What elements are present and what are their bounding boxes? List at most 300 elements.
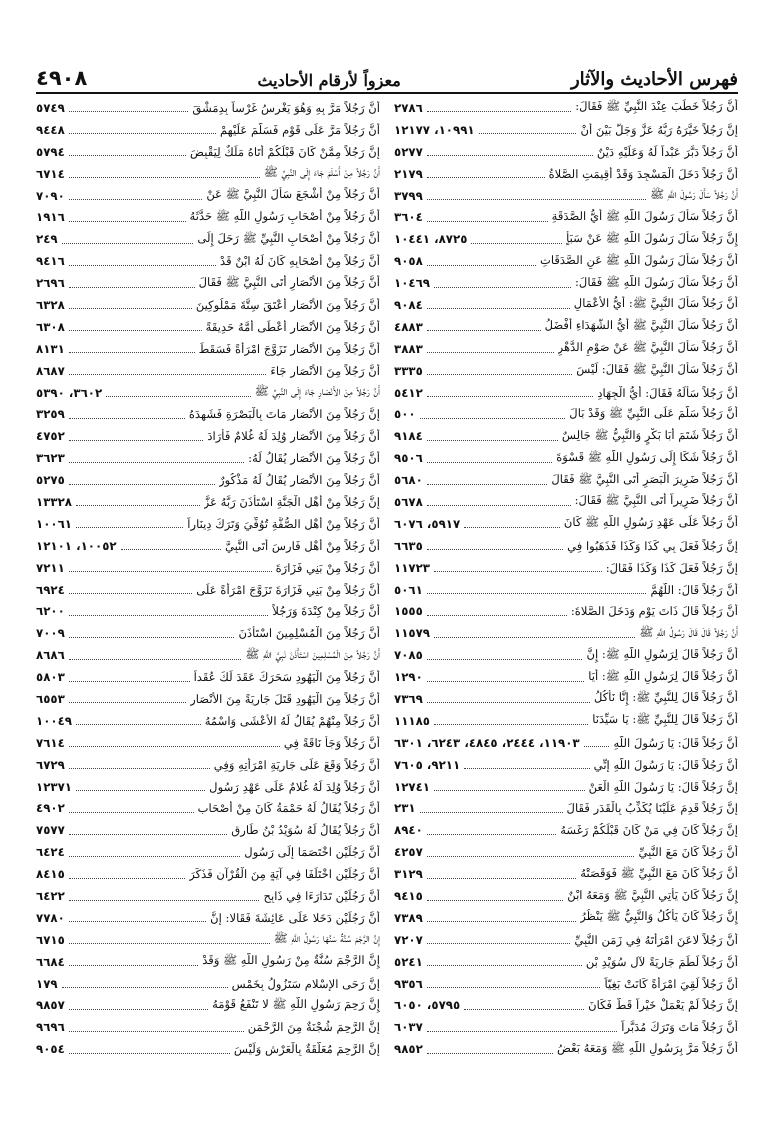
hadith-incipit: أَنَّ رَجُلاً مِنَ الأَنْصَارِ تَزَوَّجَ امْرَأَةً فَسَقَطَ	[198, 341, 380, 356]
index-entry	[394, 644, 738, 666]
hadith-number: ٧٢١١	[36, 560, 65, 575]
index-entry	[36, 732, 380, 754]
index-entry	[394, 951, 738, 973]
hadith-number: ١٢٧٤١	[394, 779, 431, 794]
dotted-leader	[69, 746, 280, 747]
dotted-leader	[69, 330, 202, 331]
index-entry	[36, 185, 380, 207]
hadith-number: ٥٢٧٧	[394, 144, 423, 159]
hadith-incipit: أَنَّ رَجُلاً مِنْهُمْ يُقَالُ لَهُ الأَعْشَى وَاسْمُهُ	[204, 713, 380, 728]
index-entry	[394, 973, 738, 995]
hadith-incipit: أَنَّ رَجُلاً دَبَّرَ عَبْداً لَهُ وَعَلَيْهِ دَيْنٌ	[596, 144, 738, 159]
index-entry	[36, 535, 380, 557]
index-entry	[394, 250, 738, 272]
hadith-incipit: أَنَّ رَجُلاً مِنْ أَشْجَعَ سَأَلَ النَّبِيَّ ﷺ عَنْ	[206, 187, 380, 201]
index-entry	[36, 272, 380, 294]
index-entry	[36, 206, 380, 228]
index-entry	[394, 535, 738, 557]
hadith-number: ٥٧٤٩	[36, 100, 65, 115]
dotted-leader	[427, 505, 571, 506]
left-column	[36, 97, 380, 1060]
index-entry	[36, 250, 380, 272]
index-entry	[394, 776, 738, 798]
hadith-number: ٦٠٣٧	[394, 1020, 423, 1035]
index-entry	[394, 469, 738, 491]
hadith-number: ٥٠٦١	[394, 582, 423, 597]
index-entry	[394, 885, 738, 907]
dotted-leader	[427, 856, 635, 857]
dotted-leader	[427, 681, 584, 682]
dotted-leader	[434, 790, 585, 791]
dotted-leader	[69, 374, 267, 375]
hadith-incipit: أَنَّ رَجُلاً سَأَلَ النَّبِيَّ ﷺ أَيُّ الشُّهَدَاءِ أَفْضَلُ	[544, 318, 738, 333]
dotted-leader	[76, 505, 200, 506]
index-entry	[394, 294, 738, 316]
index-entry	[36, 666, 380, 688]
dotted-leader	[76, 724, 201, 725]
hadith-number: ٩٠٥٨	[394, 254, 423, 269]
dotted-leader	[69, 659, 242, 660]
hadith-incipit: أَنَّ رَجُلاً سَأَلَهُ فَقَالَ: أَيُّ الْجِهَادِ	[597, 385, 738, 400]
index-entry	[36, 644, 380, 666]
dotted-leader	[427, 330, 541, 331]
hadith-incipit: أَنَّ رَجُلاً لاعَنَ امْرَأَتَهُ فِي زَمَنِ النَّبِيِّ	[574, 932, 738, 947]
hadith-incipit: أَنَّ رَجُلاً قَالَ قَالَ رَسُولُ اللَّهِ ﷺ	[639, 624, 738, 639]
index-entry	[36, 819, 380, 841]
dotted-leader	[69, 812, 194, 813]
dotted-leader	[69, 308, 192, 309]
hadith-incipit: أَنَّ رَجُلاً مِنْ أَصْحَابِهِ كَانَ لَهُ ابْنٌ قَدْ	[220, 254, 380, 269]
hadith-number: ٦٢٠٠	[36, 604, 65, 619]
hadith-number: ٧٣٨٩	[394, 910, 423, 925]
index-entry	[394, 403, 738, 425]
dotted-leader	[69, 440, 204, 441]
index-entry	[36, 951, 380, 973]
dotted-leader	[427, 987, 601, 988]
hadith-number: ٧٧٨٠	[36, 910, 65, 925]
hadith-number: ٥٩١٧، ٦٠٧٦	[394, 516, 461, 531]
index-entry	[36, 403, 380, 425]
dotted-leader	[427, 615, 567, 616]
hadith-incipit: أَنَّ رَجُلاً وُلِدَ لَهُ غُلامٌ عَلَى عَهْدِ رَسُولِ	[209, 779, 380, 794]
hadith-number: ٥٧٩٤	[36, 144, 65, 159]
index-entry	[36, 338, 380, 360]
hadith-incipit: أَنَّ رَجُلاً مِنْ أَصْحَابِ النَّبِيِّ ﷺ رَحَلَ إِلَى	[197, 230, 380, 245]
hadith-incipit: إِنَّ الرَّحِمَ شُجْنَةٌ مِنَ الرَّحْمَنِ	[247, 1020, 380, 1035]
dotted-leader	[69, 287, 195, 288]
hadith-number: ٥٢٤١	[394, 954, 423, 969]
section-title: معزواً لأرقام الأحاديث	[257, 71, 401, 90]
hadith-number: ٢٤٩	[36, 232, 58, 247]
hadith-number: ١٢٣٧١	[36, 779, 73, 794]
dotted-leader	[464, 1009, 584, 1010]
hadith-incipit: إِنَّ رَجُلاً فَعَلَ كَذَا وَكَذَا فَقَالَ:	[605, 560, 738, 575]
index-entry	[36, 754, 380, 776]
hadith-number: ٦٧٢٩	[36, 757, 65, 772]
hadith-number: ١٢٩٠	[394, 670, 423, 685]
hadith-incipit: أَنَّ رَجُلاً مِنَ الْمُسْلِمِينَ اسْتَأْذَنَ	[238, 626, 380, 641]
dotted-leader	[427, 199, 646, 200]
index-entry	[394, 622, 738, 644]
hadith-incipit: أَنَّ رَجُلاً كَانَ مَعَ النَّبِيِّ ﷺ فَوَقَصَتْهُ	[580, 865, 738, 880]
hadith-incipit: أَنَّ رَجُلاً مِنَ الأَنْصَارِ أَعْتَقَ سِتَّةَ مَمْلُوكِينَ	[195, 297, 380, 312]
index-entry	[394, 688, 738, 710]
index-entry	[394, 557, 738, 579]
hadith-number: ٥٦٨٠	[394, 473, 423, 488]
hadith-incipit: أَنَّ رَجُلاً مِنَ الْمُسْلِمِينَ اسْتَأْذَنَ نَبِيَّ اللَّهِ ﷺ	[245, 646, 380, 661]
hadith-number: ٩٤١٥	[394, 889, 423, 903]
dotted-leader	[69, 965, 198, 966]
hadith-incipit: أَنَّ رَجُلاً قَالَ: يَا رَسُولَ اللَّهِ إِنِّي	[593, 757, 738, 772]
index-entry	[36, 863, 380, 885]
hadith-number: ٨٩٤٠	[394, 823, 423, 838]
index-entry	[394, 163, 738, 185]
hadith-number: ٦٣٢٨	[36, 297, 65, 312]
dotted-leader	[69, 484, 215, 485]
index-entry	[36, 141, 380, 163]
dotted-leader	[69, 856, 240, 857]
hadith-incipit: أَنَّ رَجُلاً مَرَّ بِرَسُولِ اللَّهِ ﷺ وَمَعَهُ بَعْضُ	[556, 1040, 738, 1055]
index-entry	[36, 798, 380, 820]
hadith-incipit: إِنَّ رَجُلاً خَيَّرَهُ رَبُّهُ عَزَّ وَجَلَّ بَيْنَ أَنْ	[580, 122, 738, 137]
dotted-leader	[464, 768, 589, 769]
index-entry	[36, 557, 380, 579]
dotted-leader	[427, 965, 582, 966]
hadith-number: ٩١٨٤	[394, 429, 423, 444]
dotted-leader	[69, 1009, 208, 1010]
index-entry	[394, 141, 738, 163]
hadith-incipit: أَنَّ رَجُلاً سَأَلَ رَسُولَ اللَّهِ ﷺ	[650, 187, 738, 201]
index-entry	[394, 206, 738, 228]
hadith-incipit: أَنَّ رَجُلاً مِنَ الأَنْصَارِ جَاءَ	[270, 363, 380, 378]
hadith-incipit: أَنَّ رَجُلاً مِنْ أَسْلَمَ جَاءَ إِلَى النَّبِيِّ ﷺ	[263, 165, 380, 180]
hadith-number: ٦٤٢٤	[36, 845, 65, 860]
hadith-incipit: أَنَّ رَجُلاً لَطَمَ جَارِيَةً لآلِ سُوَيْدِ بْنِ	[585, 954, 738, 969]
index-entry	[394, 425, 738, 447]
index-entry	[36, 469, 380, 491]
index-entry	[36, 447, 380, 469]
hadith-incipit: إِنَّ رَجُلاً مِمَّنْ كَانَ قَبْلَكُمْ أَتَاهُ مَلَكٌ لِيَقْبِضَ	[190, 144, 380, 159]
dotted-leader	[69, 265, 216, 266]
hadith-incipit: أَنَّ رَجُلاً مِنْ بَنِي فَزَارَةَ تَزَوَّجَ امْرَأَةً عَلَى	[196, 582, 380, 597]
index-entry	[394, 710, 738, 732]
index-entry	[36, 491, 380, 513]
hadith-incipit: أَنَّ رَجُلَيْنِ تَدَارَءَا فِي ذَابِحٍ	[263, 889, 380, 903]
hadith-number: ٣٦٢٣	[36, 451, 65, 466]
hadith-incipit: أَنَّ رَجُلاً دَخَلَ الْمَسْجِدَ وَقَدْ أُقِيمَتِ الصَّلاةُ	[548, 166, 738, 181]
index-entry	[36, 425, 380, 447]
hadith-number: ١٣٣٢٨	[36, 494, 73, 509]
dotted-leader	[69, 221, 186, 222]
hadith-number: ٩٥٠٦	[394, 451, 423, 466]
hadith-incipit: أَنَّ رَجُلاً مِنَ الأَنْصَارِ أَعْطَى أُمَّهُ حَدِيقَةً	[205, 319, 380, 334]
dotted-leader	[434, 724, 588, 725]
hadith-number: ٦٦٣٥	[394, 538, 423, 553]
dotted-leader	[434, 637, 635, 638]
hadith-incipit: أَنَّ رَجُلاً سَأَلَ النَّبِيَّ ﷺ فَقَالَ: لَيْسَ	[576, 362, 738, 377]
dotted-leader	[106, 396, 251, 397]
index-entry	[394, 579, 738, 601]
index-entry	[36, 688, 380, 710]
index-entry	[394, 513, 738, 535]
hadith-incipit: أَنَّ رَجُلاً يُقَالُ لَهُ حَمْمَةُ كَانَ مِنْ أَصْحَابِ	[197, 801, 380, 816]
index-entry	[36, 600, 380, 622]
hadith-incipit: إِنَّ رَحَى الإِسْلامِ سَتَزُولُ بِخَمْسٍ	[231, 976, 380, 991]
hadith-number: ٣٣٣٥	[394, 363, 423, 378]
hadith-incipit: إِنَّ رَجُلاً قَدِمَ عَلَيْنَا يُكَذِّبُ بِالْقَدَرِ فَقَالَ	[566, 801, 738, 816]
index-entry	[394, 929, 738, 951]
hadith-number: ١٧٩	[36, 976, 58, 991]
hadith-number: ٨٤١٥	[36, 867, 65, 882]
index-entry	[394, 447, 738, 469]
hadith-incipit: أَنَّ رَجُلاً مِنَ الْيَهُودِ سَحَرَكَ عَقَدَ لَكَ عُقَداً	[193, 670, 380, 685]
hadith-incipit: أَنَّ رَجُلاً عَلَى عَهْدِ رَسُولِ اللَّهِ ﷺ كَانَ	[563, 515, 738, 530]
hadith-incipit: إِنَّ الرَّجْمَ سُنَّةٌ مِنْ رَسُولِ اللَّهِ ﷺ وَقَدْ	[202, 953, 380, 968]
dotted-leader	[427, 659, 583, 660]
dotted-leader	[427, 702, 590, 703]
hadith-number: ٦٦٨٤	[36, 954, 65, 969]
index-entry	[36, 119, 380, 141]
dotted-leader	[69, 637, 235, 638]
hadith-number: ٦٤٢٢	[36, 889, 65, 903]
hadith-number: ٣٦٠٤	[394, 210, 423, 225]
dotted-leader	[427, 549, 563, 550]
index-entry	[394, 1016, 738, 1038]
hadith-incipit: إِنَّ رَجُلاً سَأَلَ رَسُولَ اللَّهِ ﷺ عَنْ سَبَأٍ	[566, 230, 738, 245]
dotted-leader	[69, 681, 190, 682]
hadith-number: ٨١٣١	[36, 341, 65, 356]
hadith-number: ٩٢١١، ٧٦٠٥	[394, 757, 461, 772]
dotted-leader	[69, 943, 270, 944]
hadith-number: ٧٢٠٧	[394, 932, 423, 947]
hadith-incipit: أَنَّ رَجُلاً سَأَلَ رَسُولَ اللَّهِ ﷺ فَقَالَ:	[574, 274, 738, 289]
dotted-leader	[434, 287, 571, 288]
hadith-incipit: أَنَّ رَجُلاً قَالَ لِرَسُولِ اللَّهِ ﷺ: أَيَا	[588, 668, 738, 683]
hadith-incipit: أَنَّ رَجُلاً لَقِيَ امْرَأَةً كَانَتْ بَغِيّاً	[604, 976, 738, 991]
hadith-number: ٦٣٠٨	[36, 319, 65, 334]
dotted-leader	[121, 549, 221, 550]
index-entry	[36, 929, 380, 951]
dotted-leader	[69, 921, 206, 922]
dotted-leader	[427, 921, 576, 922]
dotted-leader	[69, 133, 216, 134]
hadith-number: ١٥٥٥	[394, 604, 423, 619]
hadith-incipit: إِنَّ رَجُلاً كَانَ يَأْكُلُ وَالنَّبِيُّ ﷺ يَنْظُرُ	[580, 909, 738, 924]
index-entry	[394, 1038, 738, 1060]
index-entry	[394, 228, 738, 250]
index-entry	[394, 666, 738, 688]
hadith-number: ١٠٠٤٩	[36, 713, 73, 728]
hadith-incipit: أَنَّ رَجُلَيْنِ اخْتَلَفَا فِي آيَةٍ مِنَ الْقُرْآنِ فَذَكَرَ	[189, 867, 380, 882]
hadith-number: ٢٧٨٦	[394, 100, 423, 115]
hadith-number: ١٠٠٥٢، ١٢١٠١	[36, 538, 117, 553]
dotted-leader	[427, 878, 576, 879]
dotted-leader	[69, 615, 269, 616]
hadith-number: ١١٧٢٣	[394, 560, 431, 575]
dotted-leader	[69, 352, 195, 353]
hadith-number: ٥٠٠	[394, 407, 416, 422]
index-entry	[36, 1038, 380, 1060]
dotted-leader	[427, 396, 594, 397]
dotted-leader	[69, 768, 210, 769]
dotted-leader	[427, 593, 647, 594]
dotted-leader	[427, 484, 548, 485]
hadith-number: ٧٦١٤	[36, 735, 65, 750]
hadith-incipit: أَنَّ رَجُلاً ضَرِيرَ الْبَصَرِ أَتَى النَّبِيَّ ﷺ فَقَالَ	[551, 471, 738, 486]
dotted-leader	[62, 243, 194, 244]
hadith-incipit: أَنَّ رَجُلاً سَأَلَ النَّبِيَّ ﷺ: أَيُّ الأَعْمَالِ	[573, 296, 738, 311]
index-entry	[36, 513, 380, 535]
hadith-number: ١٠٩٩١، ١٢١٧٧	[394, 122, 475, 137]
hadith-incipit: أَنَّ رَجُلاً شَتَمَ أَبَا بَكْرٍ وَالنَّبِيُّ ﷺ جَالِسٌ	[561, 427, 738, 442]
index-entry	[394, 272, 738, 294]
index-entry	[36, 579, 380, 601]
hadith-number: ٩٨٥٢	[394, 1042, 423, 1057]
dotted-leader	[471, 243, 562, 244]
dotted-leader	[479, 133, 577, 134]
hadith-incipit: أَنَّ رَجُلاً سَلَّمَ عَلَى النَّبِيِّ ﷺ وَقَدْ بَالَ	[569, 405, 738, 420]
dotted-leader	[69, 702, 186, 703]
index-entry	[36, 907, 380, 929]
dotted-leader	[76, 790, 205, 791]
book-title: فهرس الأحاديث والآثار	[570, 69, 738, 90]
index-entry	[36, 841, 380, 863]
hadith-number: ٧٠٠٩	[36, 626, 65, 641]
hadith-incipit: أَنَّ رَجُلاً كَانَ مَعَ النَّبِيِّ	[638, 845, 738, 860]
hadith-number: ١١١٨٥	[394, 713, 431, 728]
index-entry	[394, 316, 738, 338]
index-entry	[394, 119, 738, 141]
hadith-number: ٦٩٢٤	[36, 582, 65, 597]
dotted-leader	[76, 527, 183, 528]
hadith-incipit: أَنَّ رَجُلاً وَقَعَ عَلَى جَارِيَةِ امْرَأَتِهِ وَفِي	[213, 757, 380, 772]
dotted-leader	[427, 440, 558, 441]
index-entry	[394, 863, 738, 885]
hadith-number: ١٩١٦	[36, 210, 65, 225]
dotted-leader	[69, 462, 244, 463]
dotted-leader	[427, 352, 554, 353]
index-entry	[36, 163, 380, 185]
index-entry	[394, 97, 738, 119]
hadith-incipit: أَنَّ رَجُلاً مِنْ بَنِي فَزَارَةَ	[275, 560, 380, 575]
hadith-number: ٩٤١٦	[36, 254, 65, 269]
hadith-number: ٦٧١٥	[36, 932, 65, 947]
hadith-incipit: أَنَّ رَجُلاً مِنَ الأَنْصَارِ يُقَالُ لَهُ:	[248, 451, 380, 466]
index-entry	[394, 907, 738, 929]
hadith-incipit: أَنَّ رَجُلاً قَالَ لِلنَّبِيِّ ﷺ: إِنَّا نَأْكُلُ	[593, 690, 738, 705]
hadith-incipit: أَنَّ رَجُلاً مِنْ أَهْلِ فَارِسَ أَتَى النَّبِيَّ	[224, 538, 380, 553]
index-entry	[36, 710, 380, 732]
dotted-leader	[427, 177, 545, 178]
index-entry	[36, 1016, 380, 1038]
dotted-leader	[427, 221, 548, 222]
dotted-leader	[69, 177, 260, 178]
hadith-incipit: إِنَّ رَجُلاً فَعَلَ بِي كَذَا وَكَذَا فَذَهَبُوا فِي	[567, 538, 738, 553]
index-entry	[36, 995, 380, 1017]
dotted-leader	[69, 834, 227, 835]
hadith-number: ١٠٠٦١	[36, 516, 73, 531]
hadith-number: ٥٤١٢	[394, 385, 423, 400]
hadith-number: ١١٩٠٣، ٢٤٤٤، ٤٨٤٥، ٦٢٤٣، ٦٣٠١	[394, 735, 580, 750]
hadith-incipit: أَنَّ رَجُلاً مِنَ الأَنْصَارِ يُقَالُ لَهُ مَذْكُورٌ	[218, 473, 380, 488]
dotted-leader	[69, 900, 260, 901]
hadith-incipit: أَنَّ رَجُلاً مَاتَ وَتَرَكَ مُدَبَّراً	[621, 1020, 738, 1035]
hadith-incipit: إِنَّ رَجُلاً كَانَ فِي مَنْ كَانَ قَبْلَكُمْ رَغَسَهُ	[560, 823, 738, 838]
hadith-incipit: أَنَّ رَجُلاً شَكَا إِلَى رَسُولِ اللَّهِ ﷺ قَسْوَةَ	[556, 449, 738, 464]
index-entry	[394, 491, 738, 513]
index-entry	[36, 316, 380, 338]
dotted-leader	[427, 1031, 617, 1032]
hadith-incipit: أَنَّ رَجُلَيْنِ دَخَلا عَلَى عَائِشَةَ فَقَالا: إِنَّ	[210, 910, 380, 925]
hadith-number: ٨٦٨٦	[36, 648, 65, 663]
dotted-leader	[427, 834, 556, 835]
hadith-incipit: أَنَّ رَجُلاً قَالَ: يَا رَسُولَ اللَّهِ	[613, 735, 738, 750]
hadith-number: ١١٥٧٩	[394, 626, 431, 641]
hadith-number: ٦٧١٤	[36, 166, 65, 181]
hadith-number: ٨٧٢٥، ١٠٤٤١	[394, 232, 468, 247]
dotted-leader	[69, 571, 272, 572]
dotted-leader	[427, 374, 572, 375]
hadith-incipit: أَنَّ رَجُلَيْنِ اخْتَصَمَا إِلَى رَسُولِ	[244, 845, 380, 860]
dotted-leader	[69, 878, 185, 879]
hadith-number: ٤٩٠٢	[36, 801, 65, 816]
hadith-incipit: إِنَّ رَحِمَ رَسُولِ اللَّهِ ﷺ لا تَنْفَعُ قَوْمَهُ	[212, 996, 380, 1011]
hadith-incipit: إِنَّ رَجُلاً كَانَ يَأْتِي النَّبِيَّ ﷺ وَمَعَهُ ابْنٌ	[567, 887, 738, 902]
index-entry	[36, 973, 380, 995]
right-column	[394, 97, 738, 1060]
hadith-number: ١٠٤٦٩	[394, 276, 431, 291]
index-entry	[394, 600, 738, 622]
hadith-incipit: أَنَّ رَجُلاً قَالَ: اللَّهُمَّ	[650, 582, 738, 597]
index-entry	[394, 798, 738, 820]
hadith-incipit: إِنَّ رَجُلاً قَالَ: يَا رَسُولَ اللَّهِ الْعَنْ	[588, 779, 738, 794]
hadith-incipit: أَنَّ رَجُلاً مِنَ الأَنْصَارِ أَتَى النَّبِيَّ ﷺ فَقَالَ	[198, 274, 380, 289]
index-entry	[394, 819, 738, 841]
dotted-leader	[427, 308, 570, 309]
hadith-number: ٦٥٥٣	[36, 691, 65, 706]
index-entry	[36, 885, 380, 907]
header-rule	[36, 92, 738, 94]
dotted-leader	[427, 943, 571, 944]
index-entry	[36, 294, 380, 316]
dotted-leader	[69, 593, 192, 594]
index-entry	[394, 841, 738, 863]
hadith-incipit: أَنَّ رَجُلاً مِنَ الأَنْصَارِ جَاءَ إِلَى النَّبِيِّ ﷺ	[254, 384, 380, 399]
hadith-number: ٣٧٩٩	[394, 188, 423, 203]
index-entry	[394, 338, 738, 360]
hadith-incipit: إِنَّ الرَّجْمَ سُنَّةٌ سَنَّهَا رَسُولُ اللَّهِ ﷺ	[273, 931, 380, 946]
dotted-leader	[464, 527, 560, 528]
index-entry	[36, 97, 380, 119]
index-entry	[36, 360, 380, 382]
dotted-leader	[434, 571, 602, 572]
hadith-incipit: إِنَّ الرَّحِمَ مُعَلَّقَةٌ بِالْعَرْشِ وَلَيْسَ	[233, 1042, 380, 1057]
hadith-number: ٥٨٠٣	[36, 670, 65, 685]
dotted-leader	[69, 1053, 230, 1054]
hadith-incipit: أَنَّ رَجُلاً مِنْ أَصْحَابِ رَسُولِ اللَّهِ ﷺ حَدَّثَهُ	[189, 208, 380, 223]
hadith-number: ٧٠٩٠	[36, 188, 65, 203]
hadith-number: ٧٣٦٩	[394, 691, 423, 706]
index-entry	[36, 228, 380, 250]
dotted-leader	[69, 155, 186, 156]
dotted-leader	[427, 111, 571, 112]
hadith-number: ٩٨٥٧	[36, 998, 65, 1013]
hadith-number: ٥٦٧٨	[394, 494, 423, 509]
hadith-number: ٧٠٨٥	[394, 648, 423, 663]
hadith-number: ٢٦٩٦	[36, 276, 65, 291]
hadith-number: ٢١٧٩	[394, 166, 423, 181]
hadith-incipit: أَنَّ رَجُلاً مَرَّ بِهِ وَهُوَ يَغْرِسُ غَرْساً بِدِمَشْقَ	[192, 100, 380, 115]
